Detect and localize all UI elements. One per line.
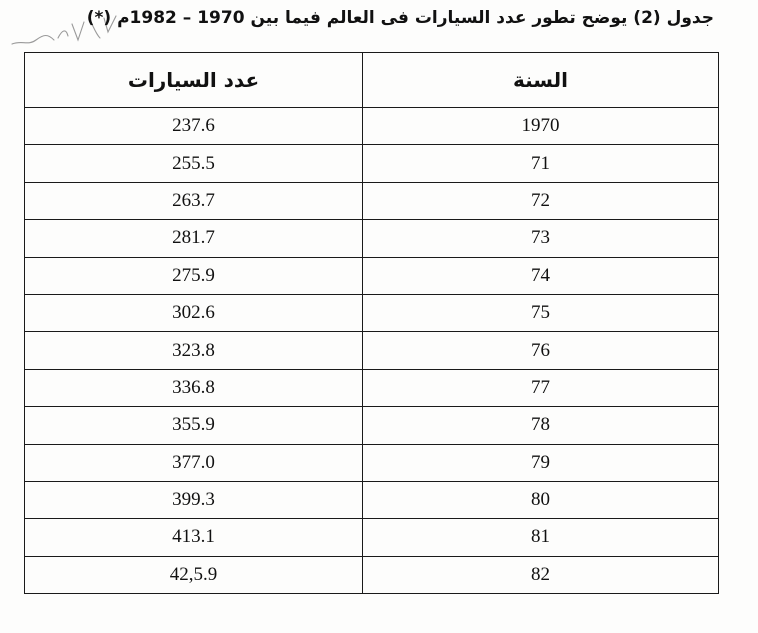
table-row	[25, 220, 719, 257]
cell-car-count: 281.7	[25, 220, 363, 257]
table-row	[25, 556, 719, 593]
cell-car-count: 413.1	[25, 519, 363, 556]
cars-table	[24, 52, 719, 594]
cell-car-count: 399.3	[25, 481, 363, 518]
cell-year: 71	[363, 145, 719, 182]
header-year: السنة	[363, 53, 719, 108]
cell-car-count: 302.6	[25, 294, 363, 331]
table-row	[25, 369, 719, 406]
cell-year: 79	[363, 444, 719, 481]
cell-year: 82	[363, 556, 719, 593]
cell-year: 75	[363, 294, 719, 331]
cell-year: 80	[363, 481, 719, 518]
cell-year: 72	[363, 182, 719, 219]
cell-car-count: 336.8	[25, 369, 363, 406]
cell-year: 81	[363, 519, 719, 556]
cell-year: 77	[363, 369, 719, 406]
cell-car-count: 42,5.9	[25, 556, 363, 593]
cell-car-count: 275.9	[25, 257, 363, 294]
cell-year: 73	[363, 220, 719, 257]
table-row	[25, 519, 719, 556]
cell-year: 78	[363, 407, 719, 444]
cell-year: 1970	[363, 108, 719, 145]
cell-car-count: 255.5	[25, 145, 363, 182]
cell-car-count: 263.7	[25, 182, 363, 219]
cell-car-count: 237.6	[25, 108, 363, 145]
cell-car-count: 323.8	[25, 332, 363, 369]
table-row	[25, 257, 719, 294]
table-caption: جدول (2) يوضح تطور عدد السيارات فى العالم فيما بين 1970 – 1982م (*)	[86, 8, 714, 28]
table-row	[25, 481, 719, 518]
cell-year: 76	[363, 332, 719, 369]
cell-year: 74	[363, 257, 719, 294]
table-container	[24, 52, 718, 594]
table-row	[25, 407, 719, 444]
table-row	[25, 182, 719, 219]
cell-car-count: 377.0	[25, 444, 363, 481]
table-header-row	[25, 53, 719, 108]
cell-car-count: 355.9	[25, 407, 363, 444]
table-row	[25, 444, 719, 481]
table-row	[25, 332, 719, 369]
table-row	[25, 108, 719, 145]
header-car-count: عدد السيارات	[25, 53, 363, 108]
table-row	[25, 145, 719, 182]
table-row	[25, 294, 719, 331]
